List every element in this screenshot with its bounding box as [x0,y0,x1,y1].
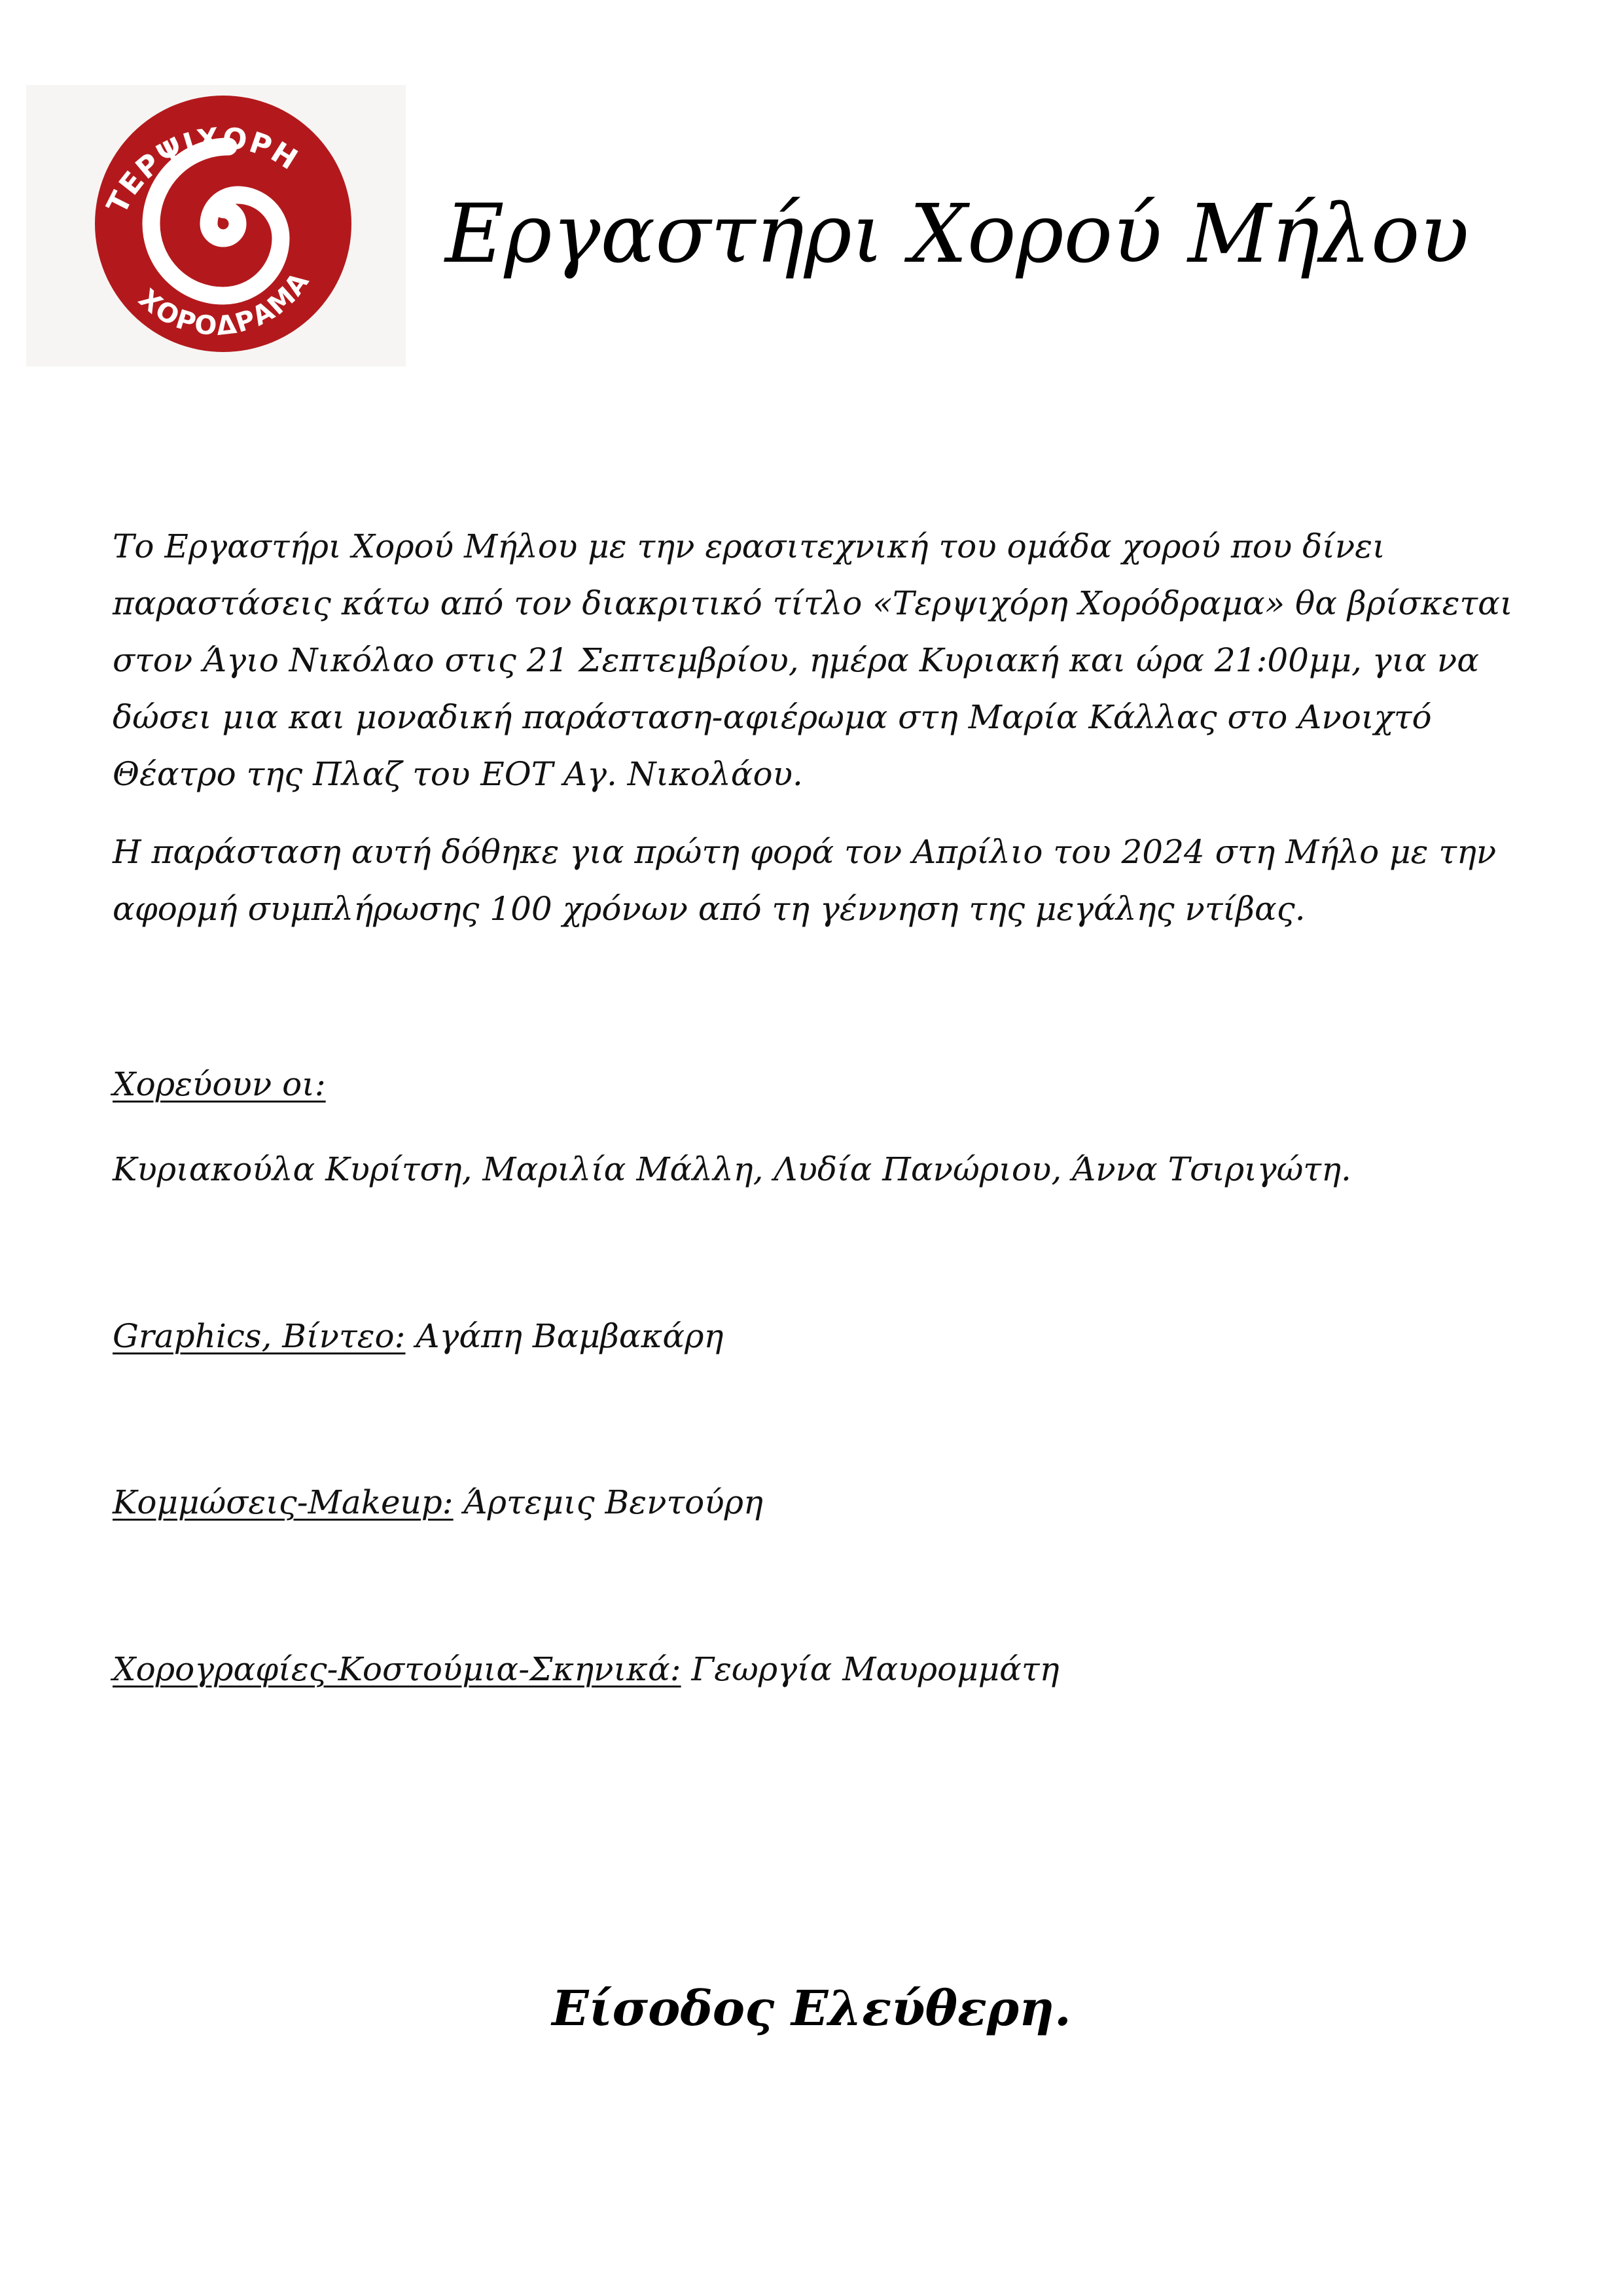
credit-choreography [113,1641,1060,1698]
body-text [113,518,1520,938]
dancers-list: Κυριακούλα Κυρίτση, Μαριλία Μάλλη, Λυδία Πανώριου, Άννα Τσιριγώτη. [113,1150,1351,1188]
spiral-logo-icon [26,85,406,366]
credit-role: Κομμώσεις-Makeup: [113,1483,454,1521]
credit-makeup [113,1474,763,1531]
logo-top-text: ΤΕΡΨΙΧΟΡΗ [100,121,304,219]
credit-person: Άρτεμις Βεντούρη [463,1483,764,1521]
page-title: Εργαστήρι Χορού Μήλου [445,187,1469,281]
credit-graphics [113,1308,723,1365]
dancers-label-text: Χορεύουν οι: [113,1065,326,1103]
logo-bottom-text: ΧΟΡΟΔΡΑΜΑ [132,266,316,342]
credit-role: Χορογραφίες-Κοστούμια-Σκηνικά: [113,1650,681,1688]
history-paragraph: Η παράσταση αυτή δόθηκε για πρώτη φορά τον Απρίλιο του 2024 στη Μήλο με την αφορμή συμπλήρωσης 100 χρόνων από τη γέννηση της μεγάλης ντίβας. [113,833,1497,928]
intro-paragraph: Το Εργαστήρι Χορού Μήλου με την ερασιτεχνική του ομάδα χορού που δίνει παραστάσεις κάτω από τον διακριτικό τίτλο «Τερψιχόρη Χορόδραμα» θα βρίσκεται στον Άγιο Νικόλαο στις 21 Σεπτεμβρίου, ημέρα Κυριακή και ώρα 21:00μμ, για να δώσει μια και μοναδική παράσταση-αφιέρωμα στη Μαρία Κάλλας στο Ανοιχτό Θέατρο της Πλαζ του ΕΟΤ Αγ. Νικολάου. [113,527,1513,793]
credit-person: Γεωργία Μαυρομμάτη [691,1650,1060,1688]
free-entrance-notice: Είσοδος Ελεύθερη. [552,1981,1071,2037]
logo [26,85,406,366]
dancers-label [113,1056,326,1113]
credit-role: Graphics, Βίντεο: [113,1317,406,1355]
credit-person: Αγάπη Βαμβακάρη [416,1317,724,1355]
